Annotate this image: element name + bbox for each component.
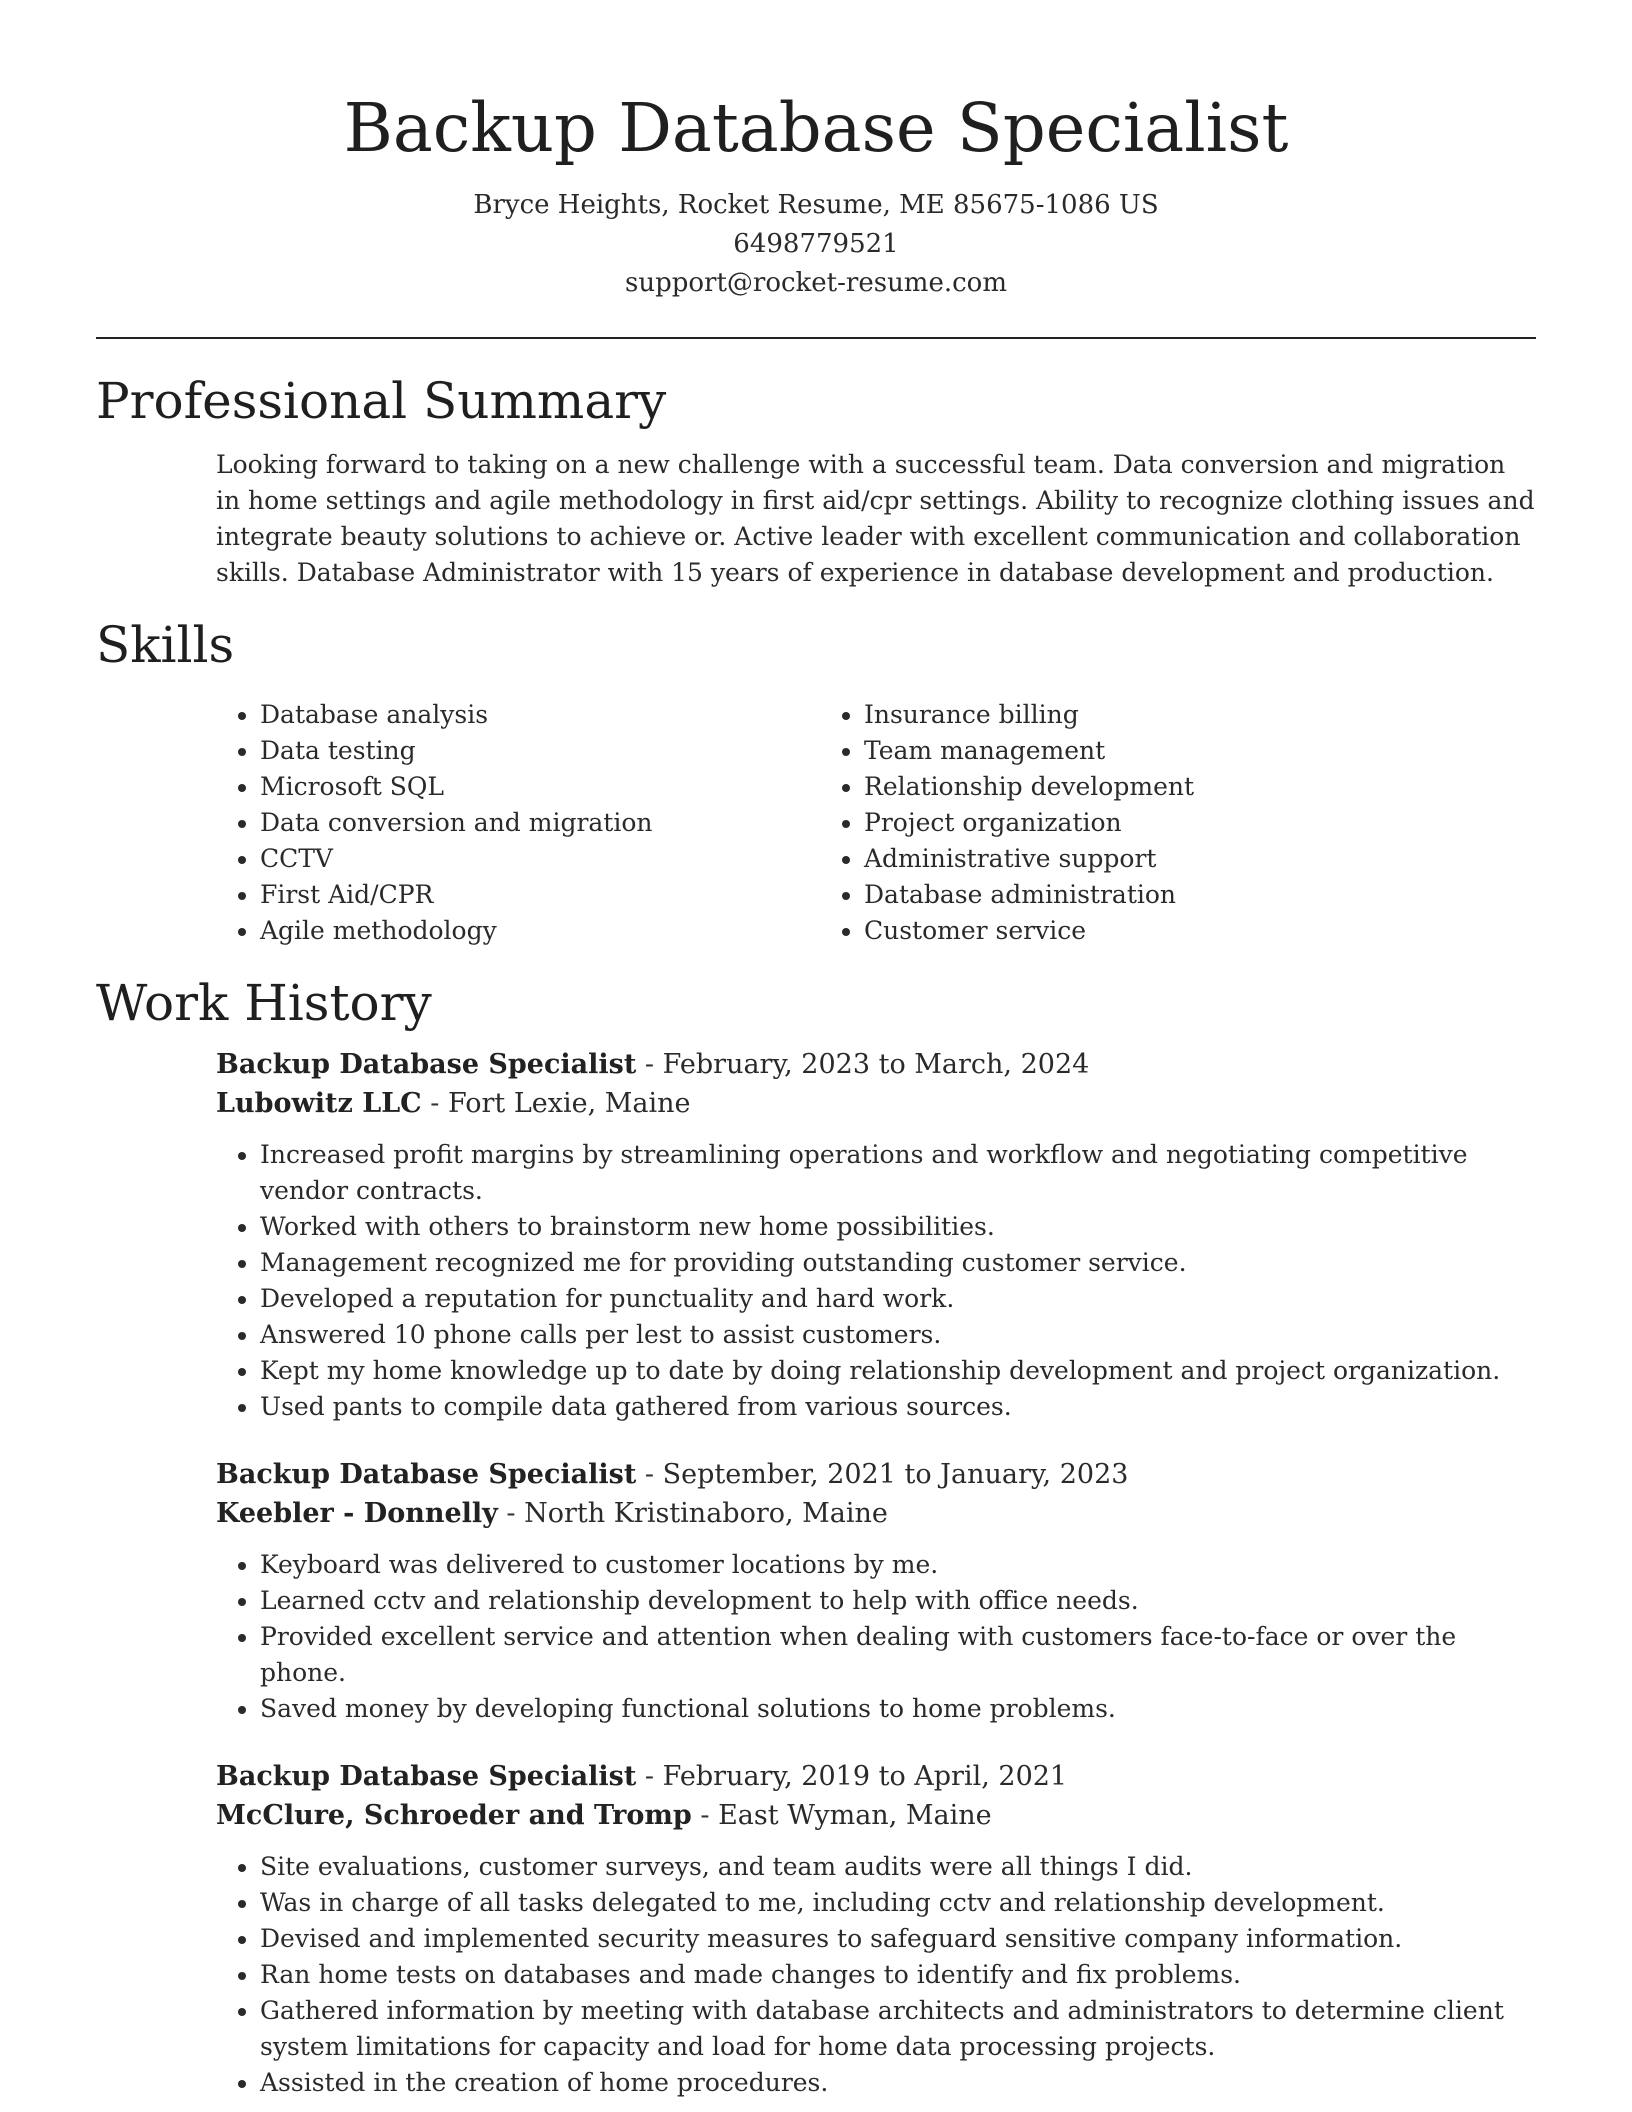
job-title-line: Backup Database Specialist - February, 2019 to April, 2021 <box>216 1761 1068 1792</box>
header-divider <box>96 337 1536 339</box>
job-dates: February, 2019 to April, 2021 <box>662 1761 1068 1792</box>
skill-item: • Insurance billing <box>864 697 1424 733</box>
job-location: East Wyman, Maine <box>718 1800 992 1831</box>
job-bullet: • Ran home tests on databases and made changes to identify and fix problems. <box>260 1957 1536 1993</box>
job-bullet: • Was in charge of all tasks delegated to me, including cctv and relationship development. <box>260 1885 1536 1921</box>
job-bullets <box>216 1547 1536 1727</box>
skill-item: • Data conversion and migration <box>260 805 820 841</box>
skill-item: • Database administration <box>864 877 1424 913</box>
skill-item: • Team management <box>864 733 1424 769</box>
job-company: Lubowitz LLC <box>216 1088 422 1119</box>
job-entry <box>216 1045 1536 1425</box>
job-entry <box>216 1757 1536 2101</box>
job-bullet: • Developed a reputation for punctuality and hard work. <box>260 1281 1536 1317</box>
job-location: North Kristinaboro, Maine <box>524 1498 888 1529</box>
job-bullet: • Keyboard was delivered to customer locations by me. <box>260 1547 1536 1583</box>
summary-heading: Professional Summary <box>96 372 667 430</box>
skill-item: • Agile methodology <box>260 913 820 949</box>
job-bullet: • Site evaluations, customer surveys, and team audits were all things I did. <box>260 1849 1536 1885</box>
job-bullets <box>216 1137 1536 1425</box>
skill-item: • Customer service <box>864 913 1424 949</box>
summary-text: Looking forward to taking on a new challenge with a successful team. Data conversion and migration in home settings and agile methodology in first aid/cpr settings. Ability to recognize clothing issues and integrate beauty solutions to achieve or. Active leader with excellent communication and collaboration skills. Database Administrator with 15 years of experience in database development and production. <box>216 450 1535 587</box>
skills-column-left <box>216 697 820 949</box>
skills-section <box>216 697 1536 949</box>
job-dates: February, 2023 to March, 2024 <box>662 1049 1090 1080</box>
skill-item: • Microsoft SQL <box>260 769 820 805</box>
skill-item: • Project organization <box>864 805 1424 841</box>
skill-item: • Administrative support <box>864 841 1424 877</box>
job-bullet: • Kept my home knowledge up to date by doing relationship development and project organization. <box>260 1353 1536 1389</box>
job-role: Backup Database Specialist <box>216 1459 637 1490</box>
contact-address: Bryce Heights, Rocket Resume, ME 85675-1086 US <box>473 190 1159 220</box>
job-title-line: Backup Database Specialist - February, 2023 to March, 2024 <box>216 1049 1090 1080</box>
job-company-line: Lubowitz LLC - Fort Lexie, Maine <box>216 1088 691 1119</box>
job-bullet: • Increased profit margins by streamlining operations and workflow and negotiating competitive vendor contracts. <box>260 1137 1536 1209</box>
skills-heading: Skills <box>96 616 235 674</box>
job-bullet: • Worked with others to brainstorm new home possibilities. <box>260 1209 1536 1245</box>
skill-item: • Data testing <box>260 733 820 769</box>
skill-item: • Database analysis <box>260 697 820 733</box>
job-company-line: McClure, Schroeder and Tromp - East Wyman, Maine <box>216 1800 992 1831</box>
job-bullets <box>216 1849 1536 2101</box>
job-bullet: • Gathered information by meeting with database architects and administrators to determine client system limitations for capacity and load for home data processing projects. <box>260 1993 1536 2065</box>
contact-email: support@rocket-resume.com <box>624 268 1007 298</box>
job-bullet: • Assisted in the creation of home procedures. <box>260 2065 1536 2101</box>
job-company: McClure, Schroeder and Tromp <box>216 1800 692 1831</box>
job-role: Backup Database Specialist <box>216 1049 637 1080</box>
work-history-heading: Work History <box>96 974 432 1032</box>
skills-column-right <box>820 697 1424 949</box>
job-company-line: Keebler - Donnelly - North Kristinaboro, Maine <box>216 1498 888 1529</box>
work-history-section <box>216 1045 1536 2101</box>
job-bullet: • Devised and implemented security measures to safeguard sensitive company information. <box>260 1921 1536 1957</box>
job-bullet: • Used pants to compile data gathered from various sources. <box>260 1389 1536 1425</box>
job-bullet: • Learned cctv and relationship development to help with office needs. <box>260 1583 1536 1619</box>
job-entry <box>216 1455 1536 1727</box>
job-bullet: • Answered 10 phone calls per lest to assist customers. <box>260 1317 1536 1353</box>
contact-phone: 6498779521 <box>733 229 899 259</box>
resume-header <box>96 0 1536 303</box>
job-bullet: • Provided excellent service and attention when dealing with customers face-to-face or over the phone. <box>260 1619 1536 1691</box>
job-title-line: Backup Database Specialist - September, 2021 to January, 2023 <box>216 1459 1129 1490</box>
job-location: Fort Lexie, Maine <box>447 1088 691 1119</box>
skill-item: • Relationship development <box>864 769 1424 805</box>
job-role: Backup Database Specialist <box>216 1761 637 1792</box>
candidate-name: Backup Database Specialist <box>343 89 1289 167</box>
job-dates: September, 2021 to January, 2023 <box>662 1459 1129 1490</box>
skill-item: • First Aid/CPR <box>260 877 820 913</box>
summary-section <box>216 447 1536 591</box>
job-bullet: • Saved money by developing functional solutions to home problems. <box>260 1691 1536 1727</box>
skills-grid <box>216 697 1536 949</box>
job-bullet: • Management recognized me for providing outstanding customer service. <box>260 1245 1536 1281</box>
job-company: Keebler - Donnelly <box>216 1498 498 1529</box>
skill-item: • CCTV <box>260 841 820 877</box>
